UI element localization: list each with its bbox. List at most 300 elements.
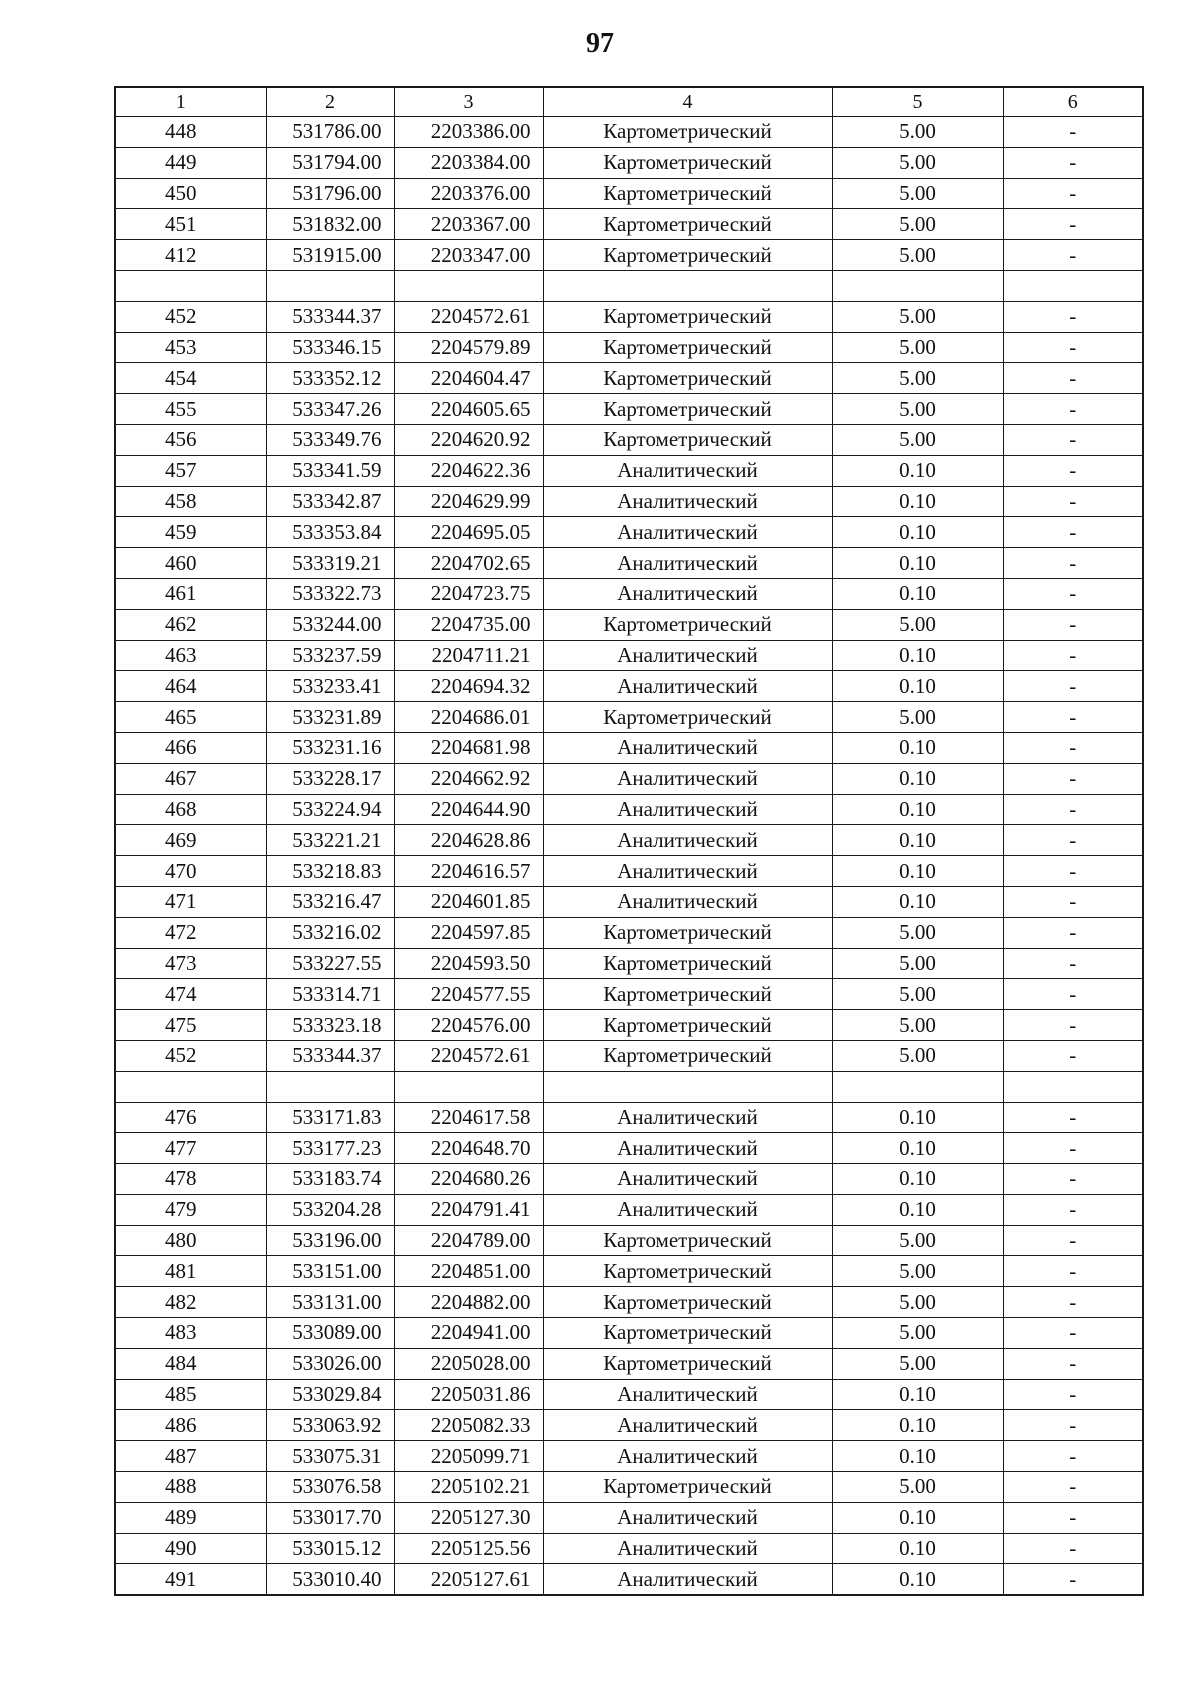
y-coordinate-cell: 2205028.00 [394, 1348, 543, 1379]
x-coordinate-cell: 533224.94 [266, 794, 394, 825]
note-cell: - [1003, 886, 1143, 917]
point-number-cell: 482 [115, 1287, 266, 1318]
accuracy-cell: 5.00 [832, 1318, 1003, 1349]
point-number-cell: 490 [115, 1533, 266, 1564]
x-coordinate-cell: 533017.70 [266, 1502, 394, 1533]
note-cell: - [1003, 178, 1143, 209]
point-number-cell: 464 [115, 671, 266, 702]
note-cell: - [1003, 1564, 1143, 1595]
note-cell: - [1003, 424, 1143, 455]
accuracy-cell: 5.00 [832, 609, 1003, 640]
accuracy-cell: 0.10 [832, 1564, 1003, 1595]
y-coordinate-cell: 2204644.90 [394, 794, 543, 825]
method-cell: Картометрический [543, 1040, 832, 1071]
table-row [115, 424, 1143, 455]
note-cell: - [1003, 671, 1143, 702]
header-cell-5: 5 [832, 87, 1003, 117]
x-coordinate-cell: 533342.87 [266, 486, 394, 517]
note-cell: - [1003, 732, 1143, 763]
table-row [115, 363, 1143, 394]
x-coordinate-cell: 533196.00 [266, 1225, 394, 1256]
note-cell: - [1003, 825, 1143, 856]
table-row [115, 825, 1143, 856]
table-row [115, 486, 1143, 517]
table-row [115, 702, 1143, 733]
note-cell: - [1003, 1225, 1143, 1256]
y-coordinate-cell: 2204617.58 [394, 1102, 543, 1133]
x-coordinate-cell: 533233.41 [266, 671, 394, 702]
y-coordinate-cell: 2204579.89 [394, 332, 543, 363]
note-cell: - [1003, 209, 1143, 240]
x-coordinate-cell: 533089.00 [266, 1318, 394, 1349]
x-coordinate-cell: 533237.59 [266, 640, 394, 671]
method-cell: Аналитический [543, 517, 832, 548]
note-cell: - [1003, 702, 1143, 733]
note-cell: - [1003, 640, 1143, 671]
table-row [115, 117, 1143, 148]
method-cell: Аналитический [543, 825, 832, 856]
table-row [115, 1564, 1143, 1595]
y-coordinate-cell: 2204851.00 [394, 1256, 543, 1287]
note-cell: - [1003, 794, 1143, 825]
x-coordinate-cell: 533131.00 [266, 1287, 394, 1318]
point-number-cell: 452 [115, 1040, 266, 1071]
y-coordinate-cell: 2204605.65 [394, 394, 543, 425]
point-number-cell: 477 [115, 1133, 266, 1164]
point-number-cell: 412 [115, 240, 266, 271]
x-coordinate-cell: 533151.00 [266, 1256, 394, 1287]
method-cell: Картометрический [543, 301, 832, 332]
note-cell: - [1003, 609, 1143, 640]
coordinates-table [114, 86, 1144, 1596]
y-coordinate-cell: 2204695.05 [394, 517, 543, 548]
table-row [115, 1348, 1143, 1379]
table-row [115, 178, 1143, 209]
table-row [115, 886, 1143, 917]
x-coordinate-cell: 533010.40 [266, 1564, 394, 1595]
method-cell: Картометрический [543, 1318, 832, 1349]
point-number-cell: 491 [115, 1564, 266, 1595]
accuracy-cell: 0.10 [832, 671, 1003, 702]
point-number-cell: 462 [115, 609, 266, 640]
method-cell: Аналитический [543, 1164, 832, 1195]
y-coordinate-cell: 2204789.00 [394, 1225, 543, 1256]
y-coordinate-cell: 2204882.00 [394, 1287, 543, 1318]
x-coordinate-cell: 533026.00 [266, 1348, 394, 1379]
note-cell: - [1003, 1472, 1143, 1503]
table-row [115, 1040, 1143, 1071]
x-coordinate-cell: 533204.28 [266, 1194, 394, 1225]
table-row [115, 948, 1143, 979]
point-number-cell: 471 [115, 886, 266, 917]
table-row [115, 1102, 1143, 1133]
point-number-cell: 470 [115, 856, 266, 887]
method-cell: Аналитический [543, 794, 832, 825]
header-cell-1: 1 [115, 87, 266, 117]
note-cell: - [1003, 548, 1143, 579]
y-coordinate-cell: 2205127.30 [394, 1502, 543, 1533]
y-coordinate-cell: 2205031.86 [394, 1379, 543, 1410]
x-coordinate-cell: 533244.00 [266, 609, 394, 640]
note-cell: - [1003, 1256, 1143, 1287]
x-coordinate-cell: 533353.84 [266, 517, 394, 548]
table-row [115, 1287, 1143, 1318]
table-row [115, 1164, 1143, 1195]
x-coordinate-cell: 533063.92 [266, 1410, 394, 1441]
note-cell: - [1003, 1133, 1143, 1164]
x-coordinate-cell: 533177.23 [266, 1133, 394, 1164]
x-coordinate-cell: 533228.17 [266, 763, 394, 794]
method-cell: Картометрический [543, 979, 832, 1010]
point-number-cell: 480 [115, 1225, 266, 1256]
method-cell: Картометрический [543, 178, 832, 209]
accuracy-cell: 5.00 [832, 332, 1003, 363]
accuracy-cell: 0.10 [832, 856, 1003, 887]
note-cell: - [1003, 979, 1143, 1010]
note-cell: - [1003, 301, 1143, 332]
table-row [115, 548, 1143, 579]
point-number-cell: 473 [115, 948, 266, 979]
y-coordinate-cell: 2204694.32 [394, 671, 543, 702]
method-cell: Аналитический [543, 548, 832, 579]
x-coordinate-cell: 531796.00 [266, 178, 394, 209]
y-coordinate-cell: 2204593.50 [394, 948, 543, 979]
note-cell: - [1003, 455, 1143, 486]
note-cell: - [1003, 363, 1143, 394]
method-cell: Аналитический [543, 640, 832, 671]
point-number-cell: 469 [115, 825, 266, 856]
method-cell: Картометрический [543, 917, 832, 948]
table-row [115, 1441, 1143, 1472]
x-coordinate-cell: 533231.16 [266, 732, 394, 763]
accuracy-cell: 5.00 [832, 1225, 1003, 1256]
y-coordinate-cell: 2204604.47 [394, 363, 543, 394]
accuracy-cell: 0.10 [832, 578, 1003, 609]
accuracy-cell: 0.10 [832, 763, 1003, 794]
method-cell: Картометрический [543, 209, 832, 240]
y-coordinate-cell: 2204791.41 [394, 1194, 543, 1225]
accuracy-cell [832, 1071, 1003, 1102]
accuracy-cell: 5.00 [832, 178, 1003, 209]
y-coordinate-cell: 2204622.36 [394, 455, 543, 486]
accuracy-cell: 5.00 [832, 1040, 1003, 1071]
accuracy-cell: 0.10 [832, 1164, 1003, 1195]
point-number-cell: 479 [115, 1194, 266, 1225]
point-number-cell [115, 270, 266, 301]
table-row [115, 1225, 1143, 1256]
method-cell: Аналитический [543, 1379, 832, 1410]
point-number-cell: 475 [115, 1010, 266, 1041]
method-cell: Аналитический [543, 1133, 832, 1164]
x-coordinate-cell: 533341.59 [266, 455, 394, 486]
y-coordinate-cell: 2204576.00 [394, 1010, 543, 1041]
x-coordinate-cell: 533314.71 [266, 979, 394, 1010]
point-number-cell: 489 [115, 1502, 266, 1533]
header-cell-6: 6 [1003, 87, 1143, 117]
method-cell: Картометрический [543, 1010, 832, 1041]
table-header-row [115, 87, 1143, 117]
accuracy-cell: 5.00 [832, 301, 1003, 332]
y-coordinate-cell: 2204648.70 [394, 1133, 543, 1164]
note-cell: - [1003, 578, 1143, 609]
table-row [115, 332, 1143, 363]
method-cell: Аналитический [543, 578, 832, 609]
note-cell: - [1003, 1287, 1143, 1318]
method-cell: Аналитический [543, 1564, 832, 1595]
accuracy-cell: 0.10 [832, 1133, 1003, 1164]
table-row [115, 394, 1143, 425]
x-coordinate-cell: 533218.83 [266, 856, 394, 887]
point-number-cell: 455 [115, 394, 266, 425]
accuracy-cell: 5.00 [832, 948, 1003, 979]
point-number-cell: 483 [115, 1318, 266, 1349]
point-number-cell: 460 [115, 548, 266, 579]
note-cell: - [1003, 240, 1143, 271]
y-coordinate-cell: 2204711.21 [394, 640, 543, 671]
header-cell-4: 4 [543, 87, 832, 117]
y-coordinate-cell: 2204662.92 [394, 763, 543, 794]
table-body [115, 87, 1143, 1595]
point-number-cell: 448 [115, 117, 266, 148]
point-number-cell: 472 [115, 917, 266, 948]
x-coordinate-cell: 533319.21 [266, 548, 394, 579]
table-row [115, 455, 1143, 486]
point-number-cell: 476 [115, 1102, 266, 1133]
note-cell: - [1003, 1533, 1143, 1564]
y-coordinate-cell: 2204681.98 [394, 732, 543, 763]
method-cell: Аналитический [543, 671, 832, 702]
note-cell: - [1003, 1164, 1143, 1195]
y-coordinate-cell: 2204572.61 [394, 1040, 543, 1071]
table-row [115, 517, 1143, 548]
table-row [115, 1502, 1143, 1533]
accuracy-cell: 0.10 [832, 886, 1003, 917]
accuracy-cell: 5.00 [832, 363, 1003, 394]
x-coordinate-cell: 533347.26 [266, 394, 394, 425]
x-coordinate-cell: 531786.00 [266, 117, 394, 148]
accuracy-cell: 0.10 [832, 1502, 1003, 1533]
y-coordinate-cell: 2204735.00 [394, 609, 543, 640]
accuracy-cell: 0.10 [832, 732, 1003, 763]
accuracy-cell: 0.10 [832, 1441, 1003, 1472]
note-cell [1003, 1071, 1143, 1102]
method-cell [543, 1071, 832, 1102]
table-row [115, 240, 1143, 271]
x-coordinate-cell: 533352.12 [266, 363, 394, 394]
method-cell: Аналитический [543, 486, 832, 517]
table-row [115, 209, 1143, 240]
point-number-cell: 487 [115, 1441, 266, 1472]
note-cell: - [1003, 332, 1143, 363]
x-coordinate-cell [266, 270, 394, 301]
table-row [115, 1472, 1143, 1503]
accuracy-cell: 5.00 [832, 117, 1003, 148]
table-row [115, 1533, 1143, 1564]
header-cell-2: 2 [266, 87, 394, 117]
point-number-cell: 454 [115, 363, 266, 394]
accuracy-cell: 0.10 [832, 548, 1003, 579]
method-cell: Картометрический [543, 332, 832, 363]
table-row [115, 671, 1143, 702]
y-coordinate-cell: 2205082.33 [394, 1410, 543, 1441]
method-cell: Аналитический [543, 856, 832, 887]
accuracy-cell [832, 270, 1003, 301]
x-coordinate-cell: 533231.89 [266, 702, 394, 733]
method-cell: Картометрический [543, 1472, 832, 1503]
point-number-cell: 466 [115, 732, 266, 763]
y-coordinate-cell: 2204601.85 [394, 886, 543, 917]
method-cell: Картометрический [543, 609, 832, 640]
x-coordinate-cell: 533076.58 [266, 1472, 394, 1503]
method-cell: Картометрический [543, 394, 832, 425]
point-number-cell: 484 [115, 1348, 266, 1379]
method-cell: Аналитический [543, 886, 832, 917]
accuracy-cell: 5.00 [832, 209, 1003, 240]
note-cell: - [1003, 517, 1143, 548]
y-coordinate-cell: 2204723.75 [394, 578, 543, 609]
note-cell: - [1003, 948, 1143, 979]
y-coordinate-cell: 2204941.00 [394, 1318, 543, 1349]
note-cell: - [1003, 917, 1143, 948]
method-cell: Аналитический [543, 763, 832, 794]
table-row [115, 856, 1143, 887]
accuracy-cell: 0.10 [832, 486, 1003, 517]
note-cell: - [1003, 1502, 1143, 1533]
accuracy-cell: 0.10 [832, 794, 1003, 825]
table-row [115, 732, 1143, 763]
point-number-cell: 453 [115, 332, 266, 363]
x-coordinate-cell: 533322.73 [266, 578, 394, 609]
note-cell: - [1003, 394, 1143, 425]
separator-row [115, 1071, 1143, 1102]
table-row [115, 1194, 1143, 1225]
note-cell: - [1003, 1348, 1143, 1379]
table-row [115, 917, 1143, 948]
y-coordinate-cell: 2204597.85 [394, 917, 543, 948]
note-cell: - [1003, 1379, 1143, 1410]
x-coordinate-cell: 533344.37 [266, 301, 394, 332]
note-cell: - [1003, 1318, 1143, 1349]
method-cell: Картометрический [543, 240, 832, 271]
point-number-cell: 486 [115, 1410, 266, 1441]
accuracy-cell: 0.10 [832, 640, 1003, 671]
table-row [115, 1410, 1143, 1441]
x-coordinate-cell: 533183.74 [266, 1164, 394, 1195]
accuracy-cell: 5.00 [832, 240, 1003, 271]
table-row [115, 1010, 1143, 1041]
x-coordinate-cell: 533221.21 [266, 825, 394, 856]
method-cell: Картометрический [543, 702, 832, 733]
y-coordinate-cell: 2204620.92 [394, 424, 543, 455]
y-coordinate-cell: 2204702.65 [394, 548, 543, 579]
point-number-cell: 468 [115, 794, 266, 825]
table-row [115, 301, 1143, 332]
method-cell: Аналитический [543, 1194, 832, 1225]
x-coordinate-cell: 533346.15 [266, 332, 394, 363]
y-coordinate-cell: 2204680.26 [394, 1164, 543, 1195]
point-number-cell: 463 [115, 640, 266, 671]
method-cell: Аналитический [543, 1441, 832, 1472]
method-cell: Картометрический [543, 1348, 832, 1379]
accuracy-cell: 0.10 [832, 825, 1003, 856]
x-coordinate-cell: 533075.31 [266, 1441, 394, 1472]
y-coordinate-cell: 2204686.01 [394, 702, 543, 733]
page-number: 97 [586, 28, 614, 59]
y-coordinate-cell: 2205125.56 [394, 1533, 543, 1564]
note-cell: - [1003, 1040, 1143, 1071]
x-coordinate-cell [266, 1071, 394, 1102]
x-coordinate-cell: 533323.18 [266, 1010, 394, 1041]
method-cell: Картометрический [543, 424, 832, 455]
accuracy-cell: 0.10 [832, 1533, 1003, 1564]
table-row [115, 1133, 1143, 1164]
x-coordinate-cell: 533216.02 [266, 917, 394, 948]
y-coordinate-cell: 2204629.99 [394, 486, 543, 517]
note-cell: - [1003, 1441, 1143, 1472]
y-coordinate-cell [394, 270, 543, 301]
point-number-cell: 461 [115, 578, 266, 609]
method-cell: Картометрический [543, 1256, 832, 1287]
accuracy-cell: 5.00 [832, 1287, 1003, 1318]
point-number-cell: 465 [115, 702, 266, 733]
separator-row [115, 270, 1143, 301]
accuracy-cell: 5.00 [832, 147, 1003, 178]
x-coordinate-cell: 533227.55 [266, 948, 394, 979]
accuracy-cell: 5.00 [832, 1256, 1003, 1287]
method-cell: Аналитический [543, 455, 832, 486]
point-number-cell: 449 [115, 147, 266, 178]
accuracy-cell: 0.10 [832, 1379, 1003, 1410]
point-number-cell: 457 [115, 455, 266, 486]
note-cell: - [1003, 763, 1143, 794]
accuracy-cell: 0.10 [832, 1410, 1003, 1441]
method-cell: Аналитический [543, 1533, 832, 1564]
method-cell: Аналитический [543, 1410, 832, 1441]
table-row [115, 1379, 1143, 1410]
y-coordinate-cell: 2203384.00 [394, 147, 543, 178]
accuracy-cell: 5.00 [832, 917, 1003, 948]
y-coordinate-cell: 2204577.55 [394, 979, 543, 1010]
x-coordinate-cell: 531915.00 [266, 240, 394, 271]
table-row [115, 640, 1143, 671]
note-cell: - [1003, 1194, 1143, 1225]
accuracy-cell: 5.00 [832, 424, 1003, 455]
table-row [115, 609, 1143, 640]
accuracy-cell: 5.00 [832, 702, 1003, 733]
method-cell: Аналитический [543, 732, 832, 763]
point-number-cell: 467 [115, 763, 266, 794]
accuracy-cell: 0.10 [832, 1194, 1003, 1225]
method-cell: Картометрический [543, 363, 832, 394]
y-coordinate-cell: 2203376.00 [394, 178, 543, 209]
point-number-cell: 485 [115, 1379, 266, 1410]
table-row [115, 578, 1143, 609]
point-number-cell: 459 [115, 517, 266, 548]
note-cell: - [1003, 117, 1143, 148]
accuracy-cell: 5.00 [832, 394, 1003, 425]
y-coordinate-cell: 2204616.57 [394, 856, 543, 887]
table-row [115, 763, 1143, 794]
y-coordinate-cell: 2203347.00 [394, 240, 543, 271]
y-coordinate-cell: 2204628.86 [394, 825, 543, 856]
note-cell: - [1003, 1410, 1143, 1441]
note-cell: - [1003, 147, 1143, 178]
x-coordinate-cell: 533171.83 [266, 1102, 394, 1133]
note-cell: - [1003, 486, 1143, 517]
accuracy-cell: 0.10 [832, 1102, 1003, 1133]
x-coordinate-cell: 533216.47 [266, 886, 394, 917]
point-number-cell [115, 1071, 266, 1102]
